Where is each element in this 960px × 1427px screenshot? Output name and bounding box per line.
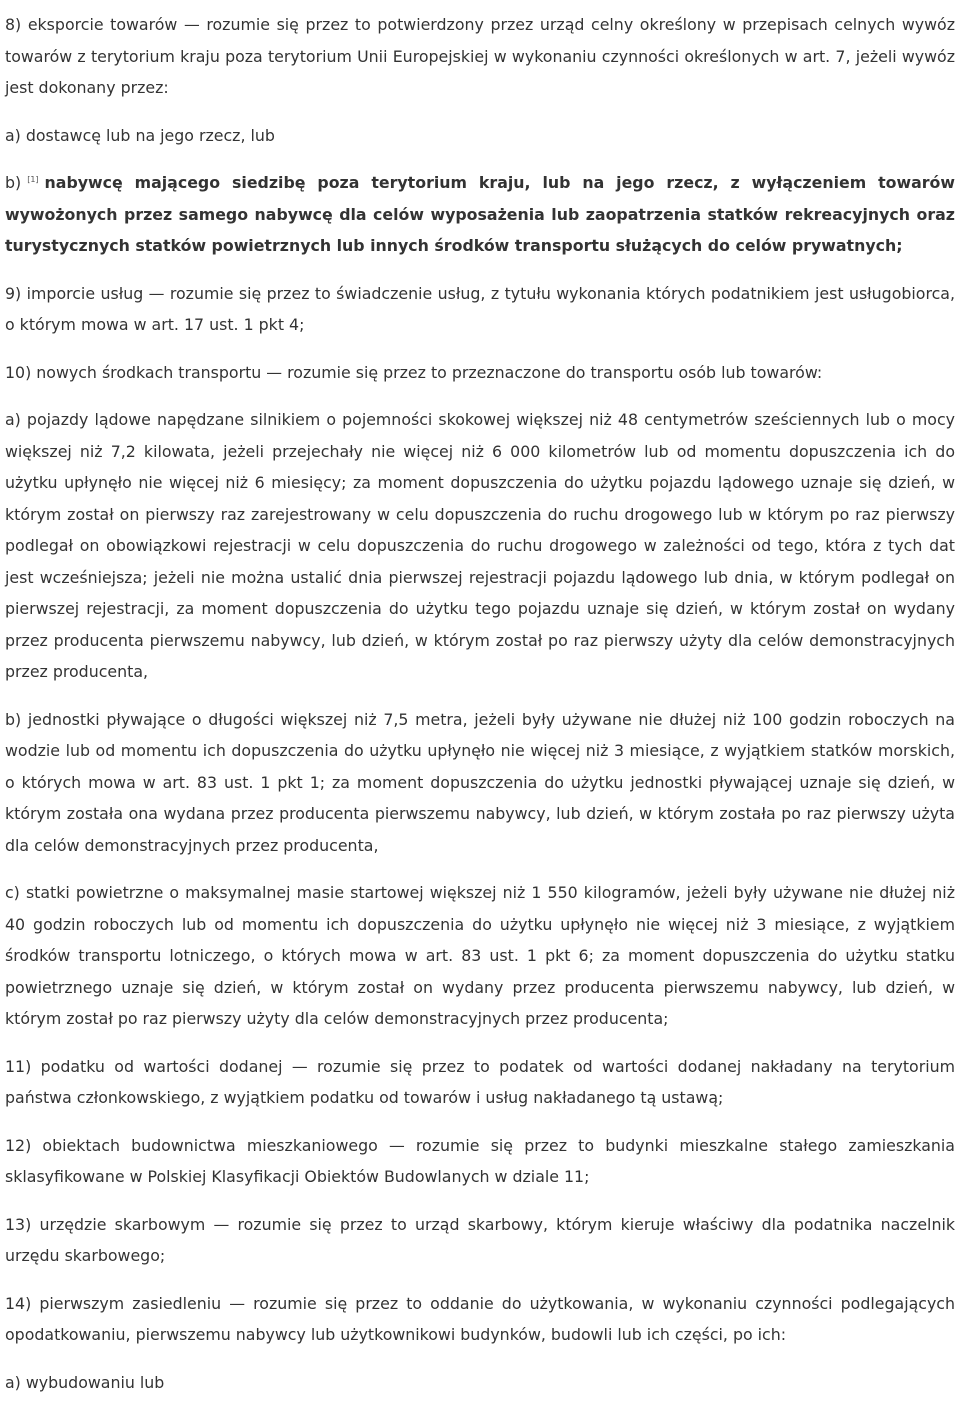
paragraph-10c-aircraft: c) statki powietrzne o maksymalnej masie startowej większej niż 1 550 kilogramów, jeżeli były używane nie dłużej niż 40 godzin roboczych lub od momentu ich dopuszczenia do użytku upłynęło nie więcej niż 3 miesiące, z wyjątkiem środków transportu lotniczego, o których mowa w art. 83 ust. 1 pkt 6; za moment dopuszczenia do użytku statku powietrznego uznaje się dzień, w którym został on wydany przez producenta pierwszemu nabywcy, lub dzień, w którym został po raz pierwszy użyty dla celów demonstracyjnych przez producenta; bbox=[5, 883, 955, 1028]
paragraph-10a-land-vehicles: a) pojazdy lądowe napędzane silnikiem o pojemności skokowej większej niż 48 centymetrów sześciennych lub o mocy większej niż 7,2 kilowata, jeżeli przejechały nie więcej niż 6 000 kilometrów lub od momentu dopuszczenia ich do użytku upłynęło nie więcej niż 6 miesięcy; za moment dopuszczenia do użytku pojazdu lądowego uznaje się dzień, w którym został on pierwszy raz zarejestrowany w celu dopuszczenia do ruchu drogowego lub w którym po raz pierwszy podlegał on obowiązkowi rejestracji w celu dopuszczenia do ruchu drogowego w zależności od tego, która z tych dat jest wcześniejsza; jeżeli nie można ustalić dnia pierwszej rejestracji pojazdu lądowego lub dnia, w którym podlegał on pierwszej rejestracji, za moment dopuszczenia do użytku tego pojazdu uznaje się dzień, w którym został on wydany przez producenta pierwszemu nabywcy, lub dzień, w którym został po raz pierwszy użyty dla celów demonstracyjnych przez producenta, bbox=[5, 410, 955, 681]
paragraph-10-new-transport: 10) nowych środkach transportu — rozumie się przez to przeznaczone do transportu osób lub towarów: bbox=[5, 362, 823, 382]
paragraph-8b-label: b) bbox=[5, 173, 22, 192]
paragraph-8b-buyer bbox=[5, 167, 955, 262]
paragraph-14-first-occupation: 14) pierwszym zasiedleniu — rozumie się przez to oddanie do użytkowania, w wykonaniu czynności podlegających opodatkowaniu, pierwszemu nabywcy lub użytkownikowi budynków, budowli lub ich części, po ich: bbox=[5, 1293, 955, 1344]
paragraph-11-vat: 11) podatku od wartości dodanej — rozumie się przez to podatek od wartości dodanej nakładany na terytorium państwa członkowskiego, z wyjątkiem podatku od towarów i usług nakładanego tą ustawą; bbox=[5, 1056, 955, 1107]
paragraph-14a-construction: a) wybudowaniu lub bbox=[5, 1372, 165, 1392]
footnote-reference-link[interactable]: [1] bbox=[27, 174, 39, 184]
paragraph-8a-supplier: a) dostawcę lub na jego rzecz, lub bbox=[5, 125, 275, 145]
paragraph-8-export: 8) eksporcie towarów — rozumie się przez to potwierdzony przez urząd celny określony w przepisach celnych wywóz towarów z terytorium kraju poza terytorium Unii Europejskiej w wykonaniu czynności określonych w art. 7, jeżeli wywóz jest dokonany przez: bbox=[5, 15, 955, 97]
paragraph-12-residential: 12) obiektach budownictwa mieszkaniowego — rozumie się przez to budynki mieszkalne stałego zamieszkania sklasyfikowane w Polskiej Klasyfikacji Obiektów Budowlanych w dziale 11; bbox=[5, 1135, 955, 1186]
paragraph-8b-text: nabywcę mającego siedzibę poza terytorium kraju, lub na jego rzecz, z wyłączeniem towarów wywożonych przez samego nabywcę dla celów wyposażenia lub zaopatrzenia statków rekreacyjnych oraz turystycznych statków powietrznych lub innych środków transportu służących do celów prywatnych; bbox=[5, 173, 955, 255]
paragraph-13-tax-office: 13) urzędzie skarbowym — rozumie się przez to urząd skarbowy, którym kieruje właściwy dla podatnika naczelnik urzędu skarbowego; bbox=[5, 1214, 955, 1265]
paragraph-10b-vessels: b) jednostki pływające o długości większej niż 7,5 metra, jeżeli były używane nie dłużej niż 100 godzin roboczych na wodzie lub od momentu ich dopuszczenia do użytku upłynęło nie więcej niż 3 miesiące, z wyjątkiem statków morskich, o których mowa w art. 83 ust. 1 pkt 1; za moment dopuszczenia do użytku jednostki pływającej uznaje się dzień, w którym została ona wydana przez producenta pierwszemu nabywcy, lub dzień, w którym została po raz pierwszy użyta dla celów demonstracyjnych przez producenta, bbox=[5, 709, 955, 855]
paragraph-9-import-services: 9) imporcie usług — rozumie się przez to świadczenie usług, z tytułu wykonania których podatnikiem jest usługobiorca, o którym mowa w art. 17 ust. 1 pkt 4; bbox=[5, 283, 955, 334]
document-body bbox=[5, 9, 955, 1414]
